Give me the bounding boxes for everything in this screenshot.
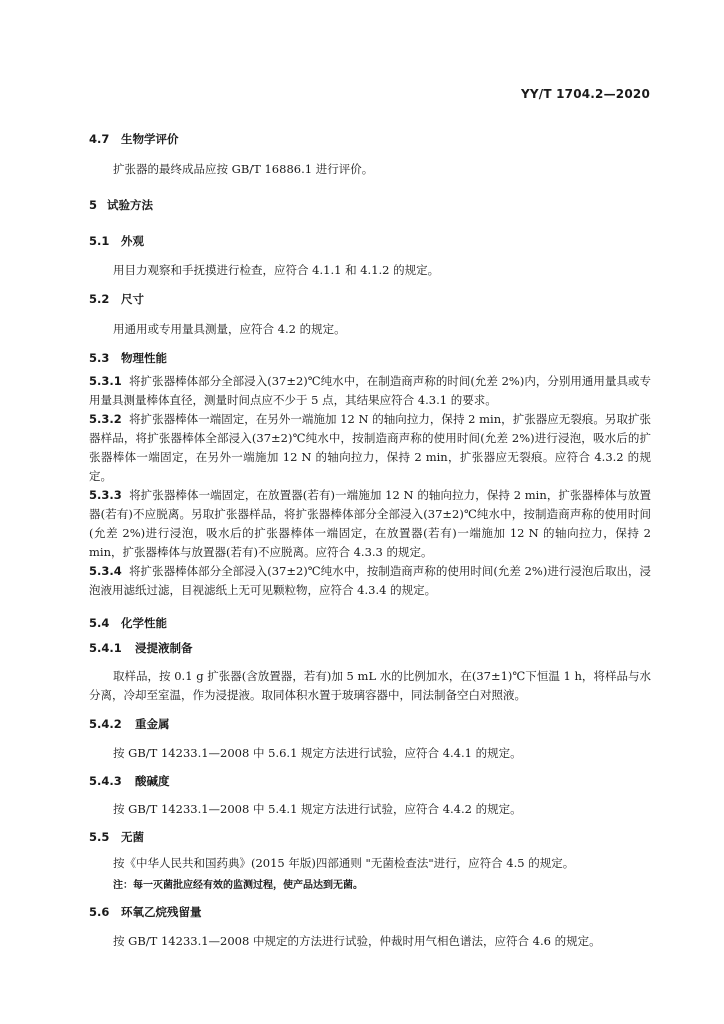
clause-text: 将扩张器棒体一端固定，在另外一端施加 12 N 的轴向拉力，保持 2 min，扩张器应无裂痕。另取扩张器样品，将扩张器棒体全部浸入(37±2)℃纯水中，按制造商声称的使用时间(允差 2%)进行浸泡，吸水后的扩张器棒体一端固定，在另外一端施加 12 N 的轴向拉力，保持 2 min，扩张器应无裂痕。应符合 4.3.2 的规定。: [89, 412, 651, 483]
clause-5-3-2: [89, 410, 651, 486]
clause-number: 5.3.3: [89, 488, 122, 502]
standard-code-header: YY/T 1704.2—2020: [520, 87, 650, 101]
paragraph-5-4-3: 按 GB/T 14233.1—2008 中 5.4.1 规定方法进行试验，应符合 4.4.2 的规定。: [113, 802, 522, 816]
heading-5: [89, 197, 153, 213]
heading-5-4: [89, 615, 167, 631]
heading-4-7: [89, 131, 179, 147]
paragraph-5-4-1: 取样品，按 0.1 g 扩张器(含放置器，若有)加 5 mL 水的比例加水，在(37±1)℃下恒温 1 h，将样品与水分离，冷却至室温，作为浸提液。取同体积水置于玻璃容器中，同法制备空白对照液。: [89, 669, 651, 702]
heading-number: 5.4.1: [89, 641, 122, 655]
heading-title: 酸碱度: [135, 774, 170, 788]
heading-number: 5: [89, 198, 98, 212]
heading-5-4-1: [89, 640, 193, 656]
heading-number: 5.1: [89, 234, 110, 248]
heading-title: 尺寸: [121, 292, 144, 306]
heading-number: 5.2: [89, 292, 110, 306]
clause-text: 将扩张器棒体部分全部浸入(37±2)℃纯水中，按制造商声称的使用时间(允差 2%)进行浸泡后取出，浸泡液用滤纸过滤，目视滤纸上无可见颗粒物，应符合 4.3.4 的规定。: [89, 564, 651, 597]
heading-number: 5.3: [89, 351, 110, 365]
heading-number: 5.4.3: [89, 774, 122, 788]
heading-5-2: [89, 291, 144, 307]
heading-number: 5.4.2: [89, 717, 122, 731]
heading-5-4-2: [89, 716, 170, 732]
clause-5-3-1: [89, 372, 651, 410]
heading-5-5: [89, 829, 144, 845]
heading-title: 浸提液制备: [135, 641, 193, 655]
heading-title: 物理性能: [121, 351, 167, 365]
heading-title: 试验方法: [107, 198, 153, 212]
heading-title: 环氧乙烷残留量: [121, 905, 202, 919]
heading-title: 化学性能: [121, 616, 167, 630]
heading-5-6: [89, 904, 202, 920]
heading-title: 生物学评价: [121, 132, 179, 146]
clause-number: 5.3.4: [89, 564, 122, 578]
heading-5-3: [89, 350, 167, 366]
paragraph-5-6: 按 GB/T 14233.1—2008 中规定的方法进行试验，仲裁时用气相色谱法，应符合 4.6 的规定。: [113, 934, 601, 948]
heading-number: 5.5: [89, 830, 110, 844]
clause-text: 将扩张器棒体一端固定，在放置器(若有)一端施加 12 N 的轴向拉力，保持 2 min，扩张器棒体与放置器(若有)不应脱离。另取扩张器样品，将扩张器棒体部分全部浸入(37±2)℃纯水中，按制造商声称的使用时间(允差 2%)进行浸泡，吸水后的扩张器棒体一端固定，在放置器(若有)一端施加 12 N 的轴向拉力，保持 2 min，扩张器棒体与放置器(若有)不应脱离。应符合 4.3.3 的规定。: [89, 488, 651, 559]
heading-number: 4.7: [89, 132, 110, 146]
paragraph-4-7: 扩张器的最终成品应按 GB/T 16886.1 进行评价。: [113, 162, 374, 176]
clause-text: 将扩张器棒体部分全部浸入(37±2)℃纯水中，在制造商声称的时间(允差 2%)内，分别用通用量具或专用量具测量棒体直径，测量时间点应不少于 5 点，其结果应符合 4.3.1 的要求。: [89, 374, 651, 407]
heading-number: 5.4: [89, 616, 110, 630]
clause-number: 5.3.1: [89, 374, 122, 388]
paragraph-5-5: 按《中华人民共和国药典》(2015 年版)四部通则 "无菌检查法"进行，应符合 4.5 的规定。: [113, 856, 575, 870]
note-5-5: 注：每一灭菌批应经有效的监测过程，使产品达到无菌。: [113, 880, 363, 891]
heading-number: 5.6: [89, 905, 110, 919]
heading-title: 外观: [121, 234, 144, 248]
heading-5-1: [89, 233, 144, 249]
paragraph-5-1: 用目力观察和手抚摸进行检查，应符合 4.1.1 和 4.1.2 的规定。: [113, 263, 440, 277]
clause-5-3-4: [89, 562, 651, 600]
heading-title: 重金属: [135, 717, 170, 731]
paragraph-5-4-2: 按 GB/T 14233.1—2008 中 5.6.1 规定方法进行试验，应符合 4.4.1 的规定。: [113, 746, 522, 760]
heading-5-4-3: [89, 773, 170, 789]
paragraph-5-2: 用通用或专用量具测量，应符合 4.2 的规定。: [113, 322, 346, 336]
heading-title: 无菌: [121, 830, 144, 844]
clause-number: 5.3.2: [89, 412, 122, 426]
clause-5-3-3: [89, 486, 651, 562]
